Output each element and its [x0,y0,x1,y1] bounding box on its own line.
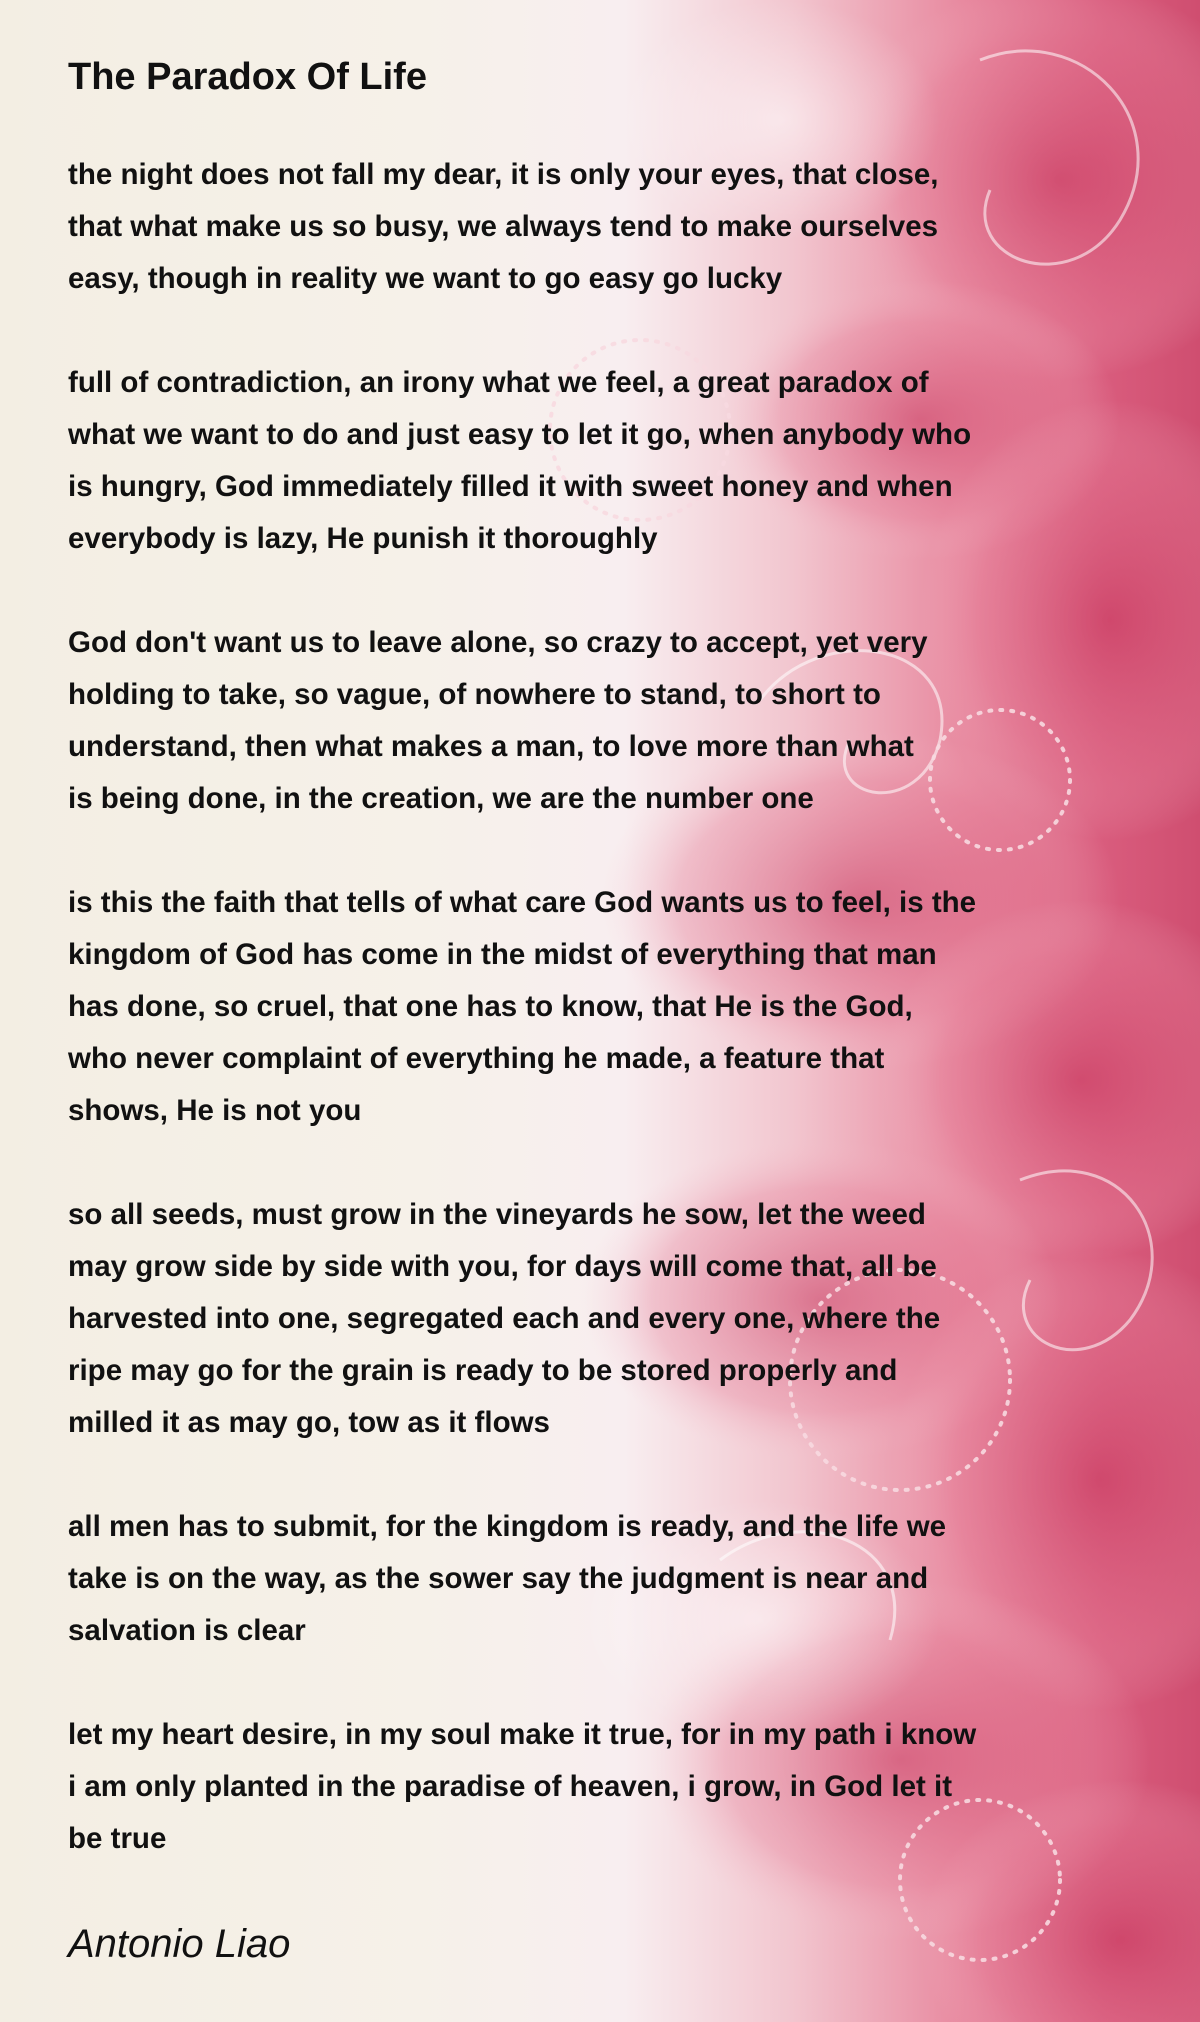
poem-line: the night does not fall my dear, it is only your eyes, that close, [68,158,939,191]
poem-line: what we want to do and just easy to let it go, when anybody who [68,418,972,451]
poem-line: let my heart desire, in my soul make it true, for in my path i know [68,1718,977,1751]
poem-line: easy, though in reality we want to go easy go lucky [68,262,783,295]
poem-line: salvation is clear [68,1614,306,1647]
poem-line: kingdom of God has come in the midst of everything that man [68,938,937,971]
poem-line: ripe may go for the grain is ready to be stored properly and [68,1354,898,1387]
poem-line: harvested into one, segregated each and every one, where the [68,1302,941,1335]
poem-line: everybody is lazy, He punish it thoroughly [68,522,658,555]
poem-body [68,149,1148,1917]
stanza-5 [68,1189,1148,1449]
poem-line: full of contradiction, an irony what we feel, a great paradox of [68,366,929,399]
poem-line: is hungry, God immediately filled it with sweet honey and when [68,470,953,503]
poem-line: who never complaint of everything he made, a feature that [68,1042,885,1075]
poem-line: be true [68,1822,167,1855]
poem-line: may grow side by side with you, for days will come that, all be [68,1250,937,1283]
poem-author: Antonio Liao [68,1922,291,1966]
stanza-6 [68,1501,1148,1657]
stanza-2 [68,357,1148,565]
poem-line: all men has to submit, for the kingdom is ready, and the life we [68,1510,947,1543]
poem-line: that what make us so busy, we always tend to make ourselves [68,210,939,243]
poem-title: The Paradox Of Life [68,56,427,98]
poem-line: has done, so cruel, that one has to know, that He is the God, [68,990,913,1023]
poem-line: God don't want us to leave alone, so crazy to accept, yet very [68,626,928,659]
stanza-4 [68,877,1148,1137]
stanza-1 [68,149,1148,305]
stanza-3 [68,617,1148,825]
poem-line: is being done, in the creation, we are the number one [68,782,814,815]
poem-line: holding to take, so vague, of nowhere to stand, to short to [68,678,881,711]
poem-line: i am only planted in the paradise of heaven, i grow, in God let it [68,1770,953,1803]
poem-line: milled it as may go, tow as it flows [68,1406,550,1439]
poem-line: take is on the way, as the sower say the judgment is near and [68,1562,929,1595]
poem-line: is this the faith that tells of what care God wants us to feel, is the [68,886,977,919]
poem-line: understand, then what makes a man, to love more than what [68,730,914,763]
poem-line: so all seeds, must grow in the vineyards he sow, let the weed [68,1198,926,1231]
stanza-7 [68,1709,1148,1865]
poem-line: shows, He is not you [68,1094,362,1127]
